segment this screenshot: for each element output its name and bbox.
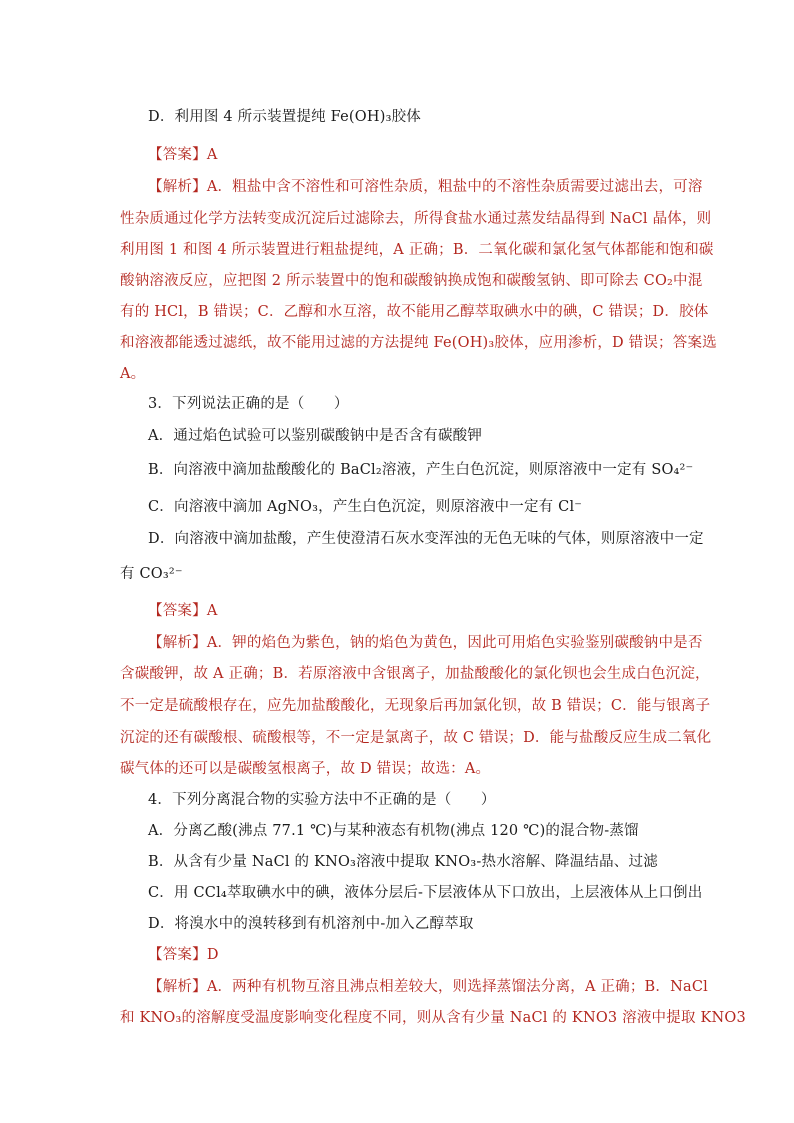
q2-analysis-line: 酸钠溶液反应，应把图 2 所示装置中的饱和碳酸钠换成饱和碳酸氢钠、即可除去 CO₂中混: [120, 273, 703, 289]
q2-analysis-line: 和溶液都能透过滤纸，故不能用过滤的方法提纯 Fe(OH)₃胶体，应用渗析，D 错误；答案选: [120, 335, 717, 351]
q2-analysis-line: 【解析】A．粗盐中含不溶性和可溶性杂质，粗盐中的不溶性杂质需要过滤出去，可溶: [148, 179, 703, 195]
q3-analysis-line: 不一定是硫酸根存在，应先加盐酸酸化，无现象后再加氯化钡，故 B 错误；C．能与银离子: [120, 698, 711, 714]
q3-option-a: A．通过焰色试验可以鉴别碳酸钠中是否含有碳酸钾: [148, 428, 483, 444]
q4-answer: [148, 945, 219, 965]
answer-label: 【答案】: [148, 147, 207, 163]
q3-option-b: B．向溶液中滴加盐酸酸化的 BaCl₂溶液，产生白色沉淀，则原溶液中一定有 SO₄²⁻: [148, 462, 694, 478]
analysis-label: 【解析】: [148, 179, 207, 195]
q3-option-d: D．向溶液中滴加盐酸，产生使澄清石灰水变浑浊的无色无味的气体，则原溶液中一定: [148, 531, 704, 547]
q4-option-d: D．将溴水中的溴转移到有机溶剂中-加入乙醇萃取: [148, 916, 474, 932]
q3-analysis-line: 含碳酸钾，故 A 正确；B．若原溶液中含银离子，加盐酸酸化的氯化钡也会生成白色沉淀，: [120, 666, 710, 682]
q3-option-c: C．向溶液中滴加 AgNO₃，产生白色沉淀，则原溶液中一定有 Cl⁻: [148, 499, 583, 515]
q4-option-c: C．用 CCl₄萃取碘水中的碘，液体分层后-下层液体从下口放出，上层液体从上口倒出: [148, 885, 703, 901]
q3-analysis-line: 【解析】A．钾的焰色为紫色，钠的焰色为黄色，因此可用焰色实验鉴别碳酸钠中是否: [148, 635, 703, 651]
q3-analysis-line: 沉淀的还有碳酸根、硫酸根等，不一定是氯离子，故 C 错误；D．能与盐酸反应生成二氧化: [120, 730, 712, 746]
q4-option-b: B．从含有少量 NaCl 的 KNO₃溶液中提取 KNO₃-热水溶解、降温结晶、过滤: [148, 854, 658, 870]
q3-option-d-cont: 有 CO₃²⁻: [120, 566, 183, 582]
q4-analysis-line: 【解析】A．两种有机物互溶且沸点相差较大，则选择蒸馏法分离，A 正确；B．NaCl: [148, 979, 708, 995]
q4-option-a: A．分离乙酸(沸点 77.1 ℃)与某种液态有机物(沸点 120 ℃)的混合物-蒸馏: [148, 823, 639, 839]
answer-label: 【答案】: [148, 603, 207, 619]
answer-value: A: [206, 603, 218, 619]
q2-analysis-line: A。: [120, 366, 146, 382]
q4-stem: 4．下列分离混合物的实验方法中不正确的是（ ）: [148, 792, 496, 808]
q2-analysis-line: 性杂质通过化学方法转变成沉淀后过滤除去，所得食盐水通过蒸发结晶得到 NaCl 晶体，则: [120, 211, 712, 227]
q3-stem: 3．下列说法正确的是（ ）: [148, 396, 349, 412]
analysis-label: 【解析】: [148, 979, 207, 995]
q2-option-d: D．利用图 4 所示装置提纯 Fe(OH)₃胶体: [148, 109, 421, 125]
q2-analysis-line: 有的 HCl，B 错误；C．乙醇和水互溶，故不能用乙醇萃取碘水中的碘，C 错误；D．胶体: [120, 304, 709, 320]
analysis-label: 【解析】: [148, 635, 207, 651]
q3-analysis-line: 碳气体的还可以是碳酸氢根离子，故 D 错误；故选：A。: [120, 761, 491, 777]
q3-answer: [148, 601, 217, 621]
q2-answer: [148, 145, 217, 165]
q2-analysis-line: 利用图 1 和图 4 所示装置进行粗盐提纯，A 正确；B．二氧化碳和氯化氢气体都能和饱和碳: [120, 242, 714, 258]
answer-label: 【答案】: [148, 947, 207, 963]
q4-analysis-line: 和 KNO₃的溶解度受温度影响变化程度不同，则从含有少量 NaCl 的 KNO3 溶液中提取 KNO3: [120, 1010, 746, 1026]
answer-value: A: [206, 147, 218, 163]
answer-value: D: [206, 947, 219, 963]
